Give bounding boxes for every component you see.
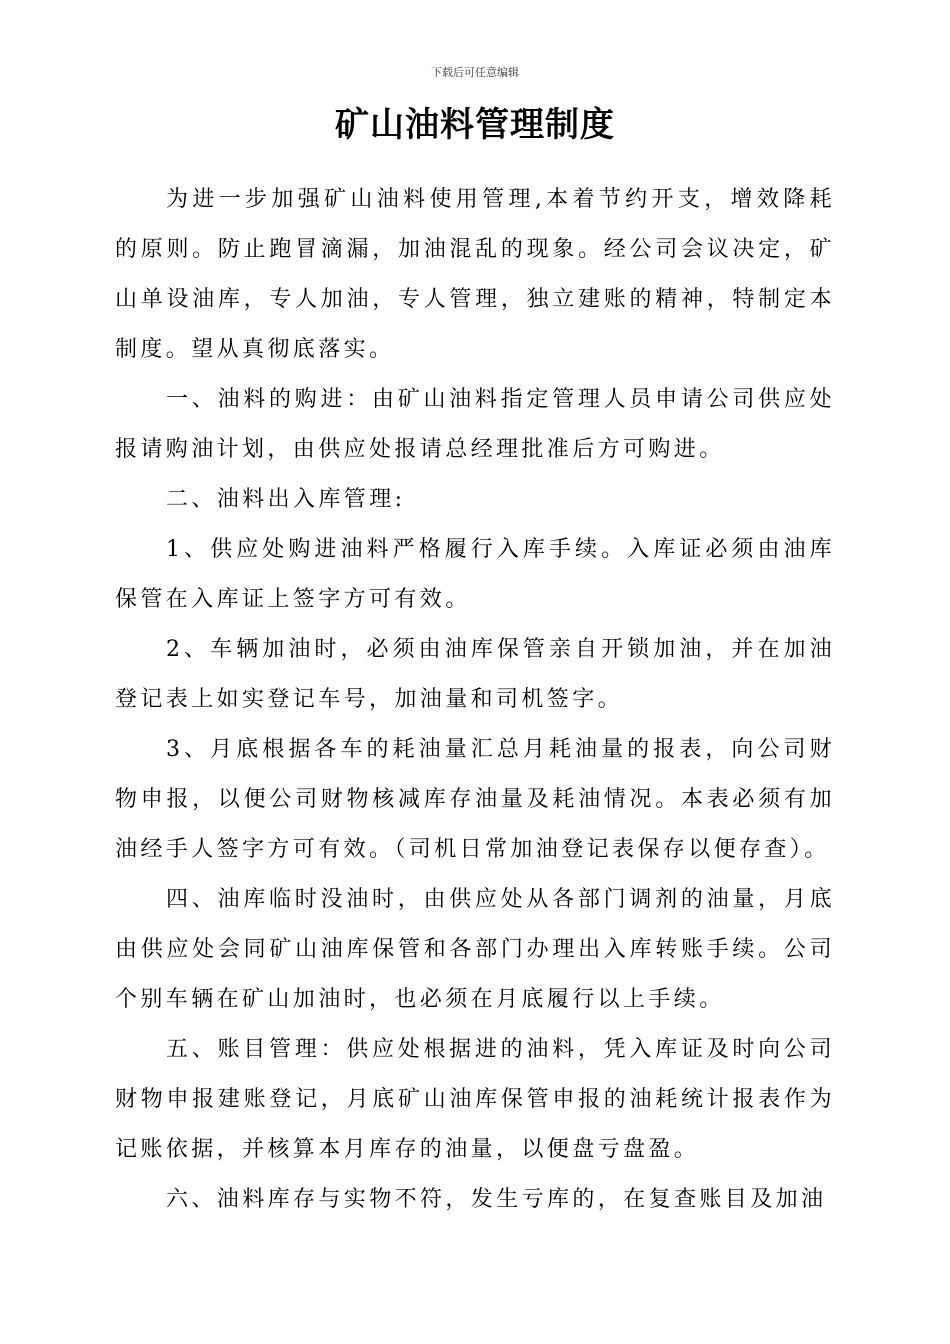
paragraph-item-2: 2、车辆加油时，必须由油库保管亲自开锁加油，并在加油登记表上如实登记车号，加油量和司机签字。 <box>115 637 835 712</box>
paragraph-section-5: 五、账目管理：供应处根据进的油料，凭入库证及时向公司财物申报建账登记，月底矿山油库保管申报的油耗统计报表作为记账依据，并核算本月库存的油量，以便盘亏盘盈。 <box>115 1037 835 1162</box>
paragraph-section-6: 六、油料库存与实物不符，发生亏库的，在复查账目及加油 <box>166 1187 827 1212</box>
paragraph-section-2-heading: 二、油料出入库管理: <box>166 487 406 512</box>
paragraph-intro: 为进一步加强矿山油料使用管理,本着节约开支，增效降耗的原则。防止跑冒滴漏，加油混乱的现象。经公司会议决定，矿山单设油库，专人加油，专人管理，独立建账的精神，特制定本制度。望从真彻底落实。 <box>115 187 835 362</box>
paragraph-section-1-purchase: 一、油料的购进：由矿山油料指定管理人员申请公司供应处报请购油计划，由供应处报请总经理批准后方可购进。 <box>115 387 835 462</box>
header-note: 下载后可任意编辑 <box>431 66 519 79</box>
document-body <box>115 175 835 1225</box>
paragraph-item-1: 1、供应处购进油料严格履行入库手续。入库证必须由油库保管在入库证上签字方可有效。 <box>115 537 835 612</box>
document-title: 矿山油料管理制度 <box>335 105 615 145</box>
paragraph-section-4: 四、油库临时没油时，由供应处从各部门调剂的油量，月底由供应处会同矿山油库保管和各部门办理出入库转账手续。公司个别车辆在矿山加油时，也必须在月底履行以上手续。 <box>115 887 835 1012</box>
paragraph-item-3: 3、月底根据各车的耗油量汇总月耗油量的报表，向公司财物申报，以便公司财物核减库存油量及耗油情况。本表必须有加油经手人签字方可有效。（司机日常加油登记表保存以便存查）。 <box>115 737 835 862</box>
